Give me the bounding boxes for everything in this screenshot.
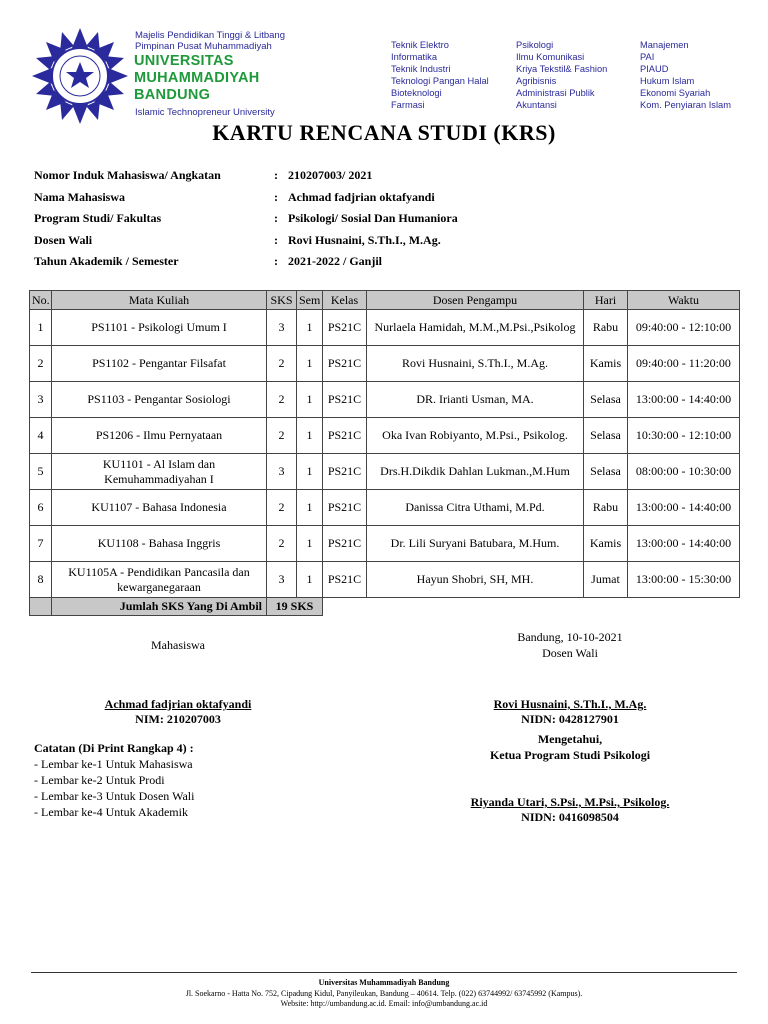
org-line-1: Majelis Pendidikan Tinggi & Litbang bbox=[135, 30, 285, 41]
table-row bbox=[30, 310, 740, 346]
course-lecturer: Dr. Lili Suryani Batubara, M.Hum. bbox=[367, 526, 584, 562]
program-head-role: Ketua Program Studi Psikologi bbox=[489, 748, 651, 762]
program-head-nidn: NIDN: 0416098504 bbox=[521, 810, 619, 824]
course-lecturer: Nurlaela Hamidah, M.M.,M.Psi.,Psikolog bbox=[367, 310, 584, 346]
program-item: Farmasi bbox=[391, 100, 425, 110]
student-signature-name: Achmad fadjrian oktafyandi bbox=[104, 697, 252, 711]
course-semester: 1 bbox=[297, 526, 323, 562]
course-name: PS1103 - Pengantar Sosiologi bbox=[52, 382, 267, 418]
course-name: KU1105A - Pendidikan Pancasila dan kewarganegaraan bbox=[52, 562, 267, 598]
acknowledged-label: Mengetahui, bbox=[537, 732, 603, 746]
program-item: Informatika bbox=[391, 52, 437, 62]
program-item: Teknik Elektro bbox=[391, 40, 449, 50]
student-nim: NIM: 210207003 bbox=[135, 712, 221, 726]
note-item: - Lembar ke-3 Untuk Dosen Wali bbox=[34, 789, 195, 803]
course-name: PS1101 - Psikologi Umum I bbox=[52, 310, 267, 346]
row-number: 3 bbox=[30, 382, 52, 418]
course-day: Rabu bbox=[584, 490, 628, 526]
footer-website: Website: http://umbandung.ac.id. Email: info@umbandung.ac.id bbox=[280, 999, 488, 1008]
program-item: Akuntansi bbox=[516, 100, 557, 110]
column-header: Dosen Pengampu bbox=[367, 291, 584, 310]
student-role: Mahasiswa bbox=[151, 638, 205, 652]
print-notes bbox=[34, 740, 194, 820]
info-value: Psikologi/ Sosial Dan Humaniora bbox=[288, 211, 458, 225]
advisor-nidn: NIDN: 0428127901 bbox=[521, 712, 619, 726]
footer-address: Jl. Soekarno - Hatta No. 752, Cipadung Kidul, Panyileukan, Bandung – 40614. Telp. (022) 63744992/ 63745992 (Kampus). bbox=[185, 989, 583, 998]
info-label: Program Studi/ Fakultas bbox=[34, 211, 162, 225]
course-time: 13:00:00 - 14:40:00 bbox=[628, 490, 740, 526]
course-lecturer: DR. Irianti Usman, MA. bbox=[367, 382, 584, 418]
row-number: 2 bbox=[30, 346, 52, 382]
programs-column-3 bbox=[640, 39, 731, 111]
row-number: 5 bbox=[30, 454, 52, 490]
course-name: KU1101 - Al Islam dan Kemuhammadiyahan I bbox=[52, 454, 267, 490]
row-number: 1 bbox=[30, 310, 52, 346]
course-day: Selasa bbox=[584, 382, 628, 418]
course-time: 13:00:00 - 15:30:00 bbox=[628, 562, 740, 598]
course-class: PS21C bbox=[323, 562, 367, 598]
course-lecturer: Danissa Citra Uthami, M.Pd. bbox=[367, 490, 584, 526]
row-number: 4 bbox=[30, 418, 52, 454]
course-class: PS21C bbox=[323, 526, 367, 562]
note-item: - Lembar ke-2 Untuk Prodi bbox=[34, 773, 165, 787]
program-item: Ilmu Komunikasi bbox=[516, 52, 585, 62]
advisor-signature-name: Rovi Husnaini, S.Th.I., M.Ag. bbox=[493, 697, 647, 711]
program-item: Agribisnis bbox=[516, 76, 557, 86]
note-item: - Lembar ke-4 Untuk Akademik bbox=[34, 805, 188, 819]
course-class: PS21C bbox=[323, 490, 367, 526]
program-item: PIAUD bbox=[640, 64, 669, 74]
total-label: Jumlah SKS Yang Di Ambil bbox=[52, 598, 267, 616]
row-number: 7 bbox=[30, 526, 52, 562]
info-row-program bbox=[34, 211, 458, 233]
course-class: PS21C bbox=[323, 310, 367, 346]
document-title: KARTU RENCANA STUDI (KRS) bbox=[212, 120, 556, 145]
course-class: PS21C bbox=[323, 346, 367, 382]
table-row bbox=[30, 526, 740, 562]
course-table bbox=[29, 290, 740, 616]
table-row bbox=[30, 382, 740, 418]
advisor-role: Dosen Wali bbox=[542, 646, 598, 660]
program-item: Administrasi Publik bbox=[516, 88, 595, 98]
column-header: Kelas bbox=[323, 291, 367, 310]
info-colon: : bbox=[274, 211, 278, 225]
table-row bbox=[30, 454, 740, 490]
program-item: Teknologi Pangan Halal bbox=[391, 76, 489, 86]
university-name-line: BANDUNG bbox=[134, 87, 211, 103]
table-row bbox=[30, 562, 740, 598]
course-semester: 1 bbox=[297, 346, 323, 382]
course-class: PS21C bbox=[323, 418, 367, 454]
course-name: PS1206 - Ilmu Pernyataan bbox=[52, 418, 267, 454]
info-value: 2021-2022 / Ganjil bbox=[288, 254, 383, 268]
info-row-academic-year bbox=[34, 254, 458, 276]
info-colon: : bbox=[274, 232, 278, 247]
course-sks: 3 bbox=[267, 562, 297, 598]
course-time: 13:00:00 - 14:40:00 bbox=[628, 526, 740, 562]
info-colon: : bbox=[274, 168, 278, 182]
course-sks: 2 bbox=[267, 382, 297, 418]
university-name-line: MUHAMMADIYAH bbox=[134, 70, 260, 86]
course-lecturer: Rovi Husnaini, S.Th.I., M.Ag. bbox=[367, 346, 584, 382]
course-sks: 2 bbox=[267, 526, 297, 562]
info-label: Dosen Wali bbox=[34, 232, 93, 247]
course-class: PS21C bbox=[323, 382, 367, 418]
course-table-body bbox=[30, 310, 740, 598]
university-logo bbox=[30, 26, 130, 126]
course-semester: 1 bbox=[297, 454, 323, 490]
column-header: Hari bbox=[584, 291, 628, 310]
course-name: KU1107 - Bahasa Indonesia bbox=[52, 490, 267, 526]
course-day: Kamis bbox=[584, 526, 628, 562]
course-class: PS21C bbox=[323, 454, 367, 490]
program-item: Teknik Industri bbox=[391, 64, 451, 74]
course-lecturer: Drs.H.Dikdik Dahlan Lukman.,M.Hum bbox=[367, 454, 584, 490]
programs-column-2 bbox=[516, 39, 607, 111]
info-row-advisor bbox=[34, 233, 458, 255]
table-row bbox=[30, 346, 740, 382]
course-time: 08:00:00 - 10:30:00 bbox=[628, 454, 740, 490]
info-value: Achmad fadjrian oktafyandi bbox=[288, 189, 435, 204]
footer-divider bbox=[31, 972, 737, 973]
table-row bbox=[30, 418, 740, 454]
course-day: Selasa bbox=[584, 454, 628, 490]
programs-column-1 bbox=[391, 39, 489, 111]
program-item: Bioteknologi bbox=[391, 88, 442, 98]
program-head-name: Riyanda Utari, S.Psi., M.Psi., Psikolog. bbox=[470, 795, 670, 809]
course-sks: 2 bbox=[267, 490, 297, 526]
info-colon: : bbox=[274, 189, 278, 204]
course-day: Kamis bbox=[584, 346, 628, 382]
row-number: 6 bbox=[30, 490, 52, 526]
place-date: Bandung, 10-10-2021 bbox=[517, 630, 623, 644]
course-sks: 2 bbox=[267, 346, 297, 382]
org-line-2: Pimpinan Pusat Muhammadiyah bbox=[135, 41, 272, 52]
course-sks: 3 bbox=[267, 454, 297, 490]
info-row-nim bbox=[34, 168, 458, 190]
total-filler bbox=[30, 598, 52, 616]
info-row-name bbox=[34, 190, 458, 212]
total-blank bbox=[323, 598, 740, 616]
course-day: Selasa bbox=[584, 418, 628, 454]
program-item: Kom. Penyiaran Islam bbox=[640, 100, 731, 110]
info-label: Nama Mahasiswa bbox=[34, 189, 126, 204]
course-name: PS1102 - Pengantar Filsafat bbox=[52, 346, 267, 382]
program-item: Psikologi bbox=[516, 40, 554, 50]
footer-university: Universitas Muhammadiyah Bandung bbox=[318, 978, 450, 987]
course-time: 10:30:00 - 12:10:00 bbox=[628, 418, 740, 454]
course-sks: 3 bbox=[267, 310, 297, 346]
column-header: SKS bbox=[267, 291, 297, 310]
university-name-line: UNIVERSITAS bbox=[134, 53, 234, 69]
total-row bbox=[30, 598, 740, 616]
course-time: 09:40:00 - 11:20:00 bbox=[628, 346, 740, 382]
course-semester: 1 bbox=[297, 562, 323, 598]
program-item: Hukum Islam bbox=[640, 76, 695, 86]
note-item: - Lembar ke-1 Untuk Mahasiswa bbox=[34, 757, 193, 771]
info-value: 210207003/ 2021 bbox=[288, 168, 373, 182]
info-label: Nomor Induk Mahasiswa/ Angkatan bbox=[34, 168, 221, 182]
column-header: No. bbox=[30, 291, 52, 310]
course-lecturer: Oka Ivan Robiyanto, M.Psi., Psikolog. bbox=[367, 418, 584, 454]
column-header: Waktu bbox=[628, 291, 740, 310]
notes-title: Catatan (Di Print Rangkap 4) : bbox=[34, 741, 194, 755]
row-number: 8 bbox=[30, 562, 52, 598]
program-item: Ekonomi Syariah bbox=[640, 88, 711, 98]
info-label: Tahun Akademik / Semester bbox=[34, 254, 179, 268]
tagline: Islamic Technopreneur University bbox=[135, 107, 275, 118]
program-item: Kriya Tekstil& Fashion bbox=[516, 64, 608, 74]
course-semester: 1 bbox=[297, 418, 323, 454]
course-day: Rabu bbox=[584, 310, 628, 346]
course-semester: 1 bbox=[297, 382, 323, 418]
course-day: Jumat bbox=[584, 562, 628, 598]
course-semester: 1 bbox=[297, 490, 323, 526]
info-colon: : bbox=[274, 254, 278, 268]
course-time: 13:00:00 - 14:40:00 bbox=[628, 382, 740, 418]
course-time: 09:40:00 - 12:10:00 bbox=[628, 310, 740, 346]
total-value: 19 SKS bbox=[267, 598, 323, 616]
student-info bbox=[34, 168, 458, 276]
course-lecturer: Hayun Shobri, SH, MH. bbox=[367, 562, 584, 598]
course-sks: 2 bbox=[267, 418, 297, 454]
program-item: PAI bbox=[640, 52, 655, 62]
table-row bbox=[30, 490, 740, 526]
column-header: Mata Kuliah bbox=[52, 291, 267, 310]
course-name: KU1108 - Bahasa Inggris bbox=[52, 526, 267, 562]
program-item: Manajemen bbox=[640, 40, 689, 50]
course-semester: 1 bbox=[297, 310, 323, 346]
info-value: Rovi Husnaini, S.Th.I., M.Ag. bbox=[288, 232, 441, 247]
column-header: Sem bbox=[297, 291, 323, 310]
table-header-row bbox=[30, 291, 740, 310]
university-name bbox=[134, 53, 260, 104]
